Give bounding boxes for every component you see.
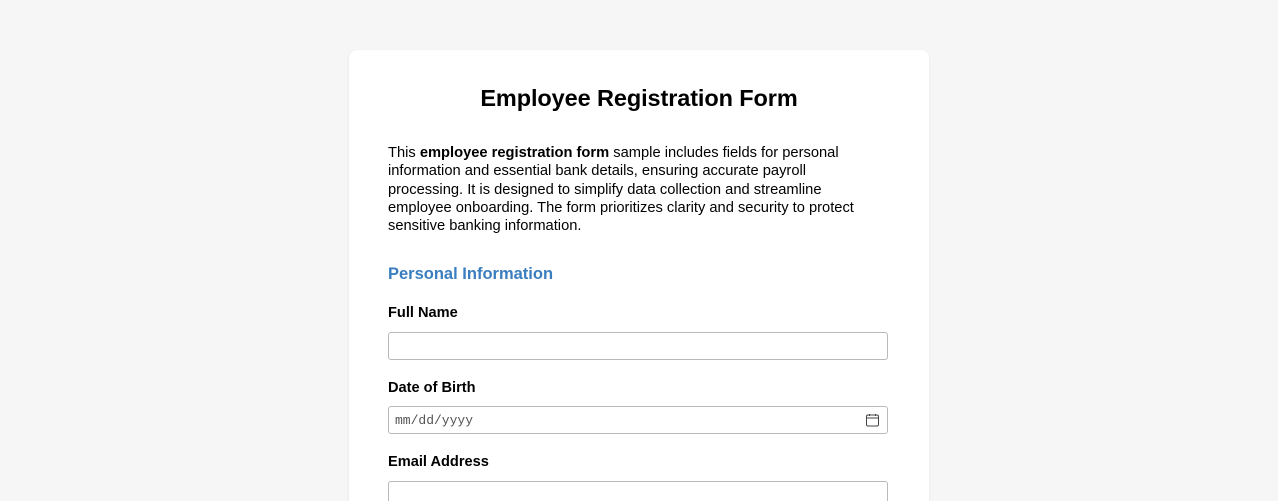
field-full-name xyxy=(388,305,890,360)
field-date-of-birth xyxy=(388,380,890,435)
form-description-lead: This xyxy=(388,145,420,162)
form-description-body: sample includes fields for personal information and essential bank details, ensuring accurate payroll processing. It is designed to simplify data collection and streamline employee onboarding. The form prioritizes clarity and security to protect sensitive banking information. xyxy=(388,145,854,234)
page-title: Employee Registration Form xyxy=(480,85,798,111)
form-description xyxy=(388,144,880,235)
label-date-of-birth: Date of Birth xyxy=(388,379,476,396)
date-of-birth-placeholder: mm/dd/yyyy xyxy=(395,412,474,428)
label-email-address: Email Address xyxy=(388,454,489,470)
section-heading-personal-information: Personal Information xyxy=(388,265,554,284)
email-address-input[interactable] xyxy=(388,481,888,501)
date-of-birth-input[interactable] xyxy=(388,406,888,434)
field-email-address xyxy=(388,454,890,501)
registration-form-card xyxy=(349,50,929,501)
form-description-emphasis: employee registration form xyxy=(419,145,610,162)
label-full-name: Full Name xyxy=(388,305,458,321)
calendar-icon[interactable] xyxy=(866,414,879,427)
full-name-input[interactable] xyxy=(388,332,888,360)
